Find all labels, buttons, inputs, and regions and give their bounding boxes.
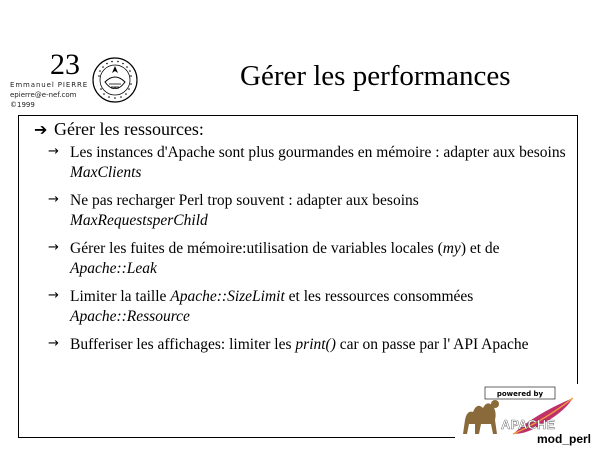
arrow-icon: → [48,336,59,351]
sub-bullet-list [48,143,578,363]
item-text: Limiter la taille [70,288,171,305]
item-text: Bufferiser les affichages: limiter les [70,336,296,353]
item-code: MaxRequestsperChild [70,212,208,229]
item-text: Ne pas recharger Perl trop souvent : adapter aux besoins [70,192,419,209]
list-item [48,239,578,279]
item-code: Apache::Leak [70,260,157,277]
seal-logo [91,56,139,104]
arrow-bullet-icon: ➔ [34,120,48,139]
mod-perl-text: mod_perl [537,432,592,446]
item-text: Gérer les fuites de mémoire:utilisation de variables locales ( [70,240,443,257]
list-item [48,143,578,183]
item-text: car on passe par l' API Apache [335,336,529,353]
copyright-text: ©1999 [10,101,35,109]
item-code: Apache::Ressource [70,308,190,325]
arrow-icon: → [48,288,59,303]
item-code: my [442,240,461,257]
item-code: print() [295,336,336,353]
author-email: epierre@e-nef.com [10,91,77,99]
item-text: ) et de [460,240,500,257]
item-text: Les instances d'Apache sont plus gourmandes en mémoire : adapter aux besoins [70,144,566,161]
powered-by-text: powered by [496,390,544,398]
slide-title: Gérer les performances [240,60,511,92]
apache-text: APACHE [501,417,555,432]
main-bullet [34,118,204,141]
item-text: et les ressources consommées [284,288,474,305]
list-item [48,287,578,327]
item-code: Apache::SizeLimit [170,288,285,305]
powered-by-apache-mod-perl-logo [455,384,592,446]
list-item [48,191,578,231]
list-item [48,335,578,355]
slide-number: 23 [50,48,80,81]
author-name: Emmanuel PIERRE [10,81,89,89]
arrow-icon: → [48,240,59,255]
main-bullet-text: Gérer les ressources: [54,119,204,139]
arrow-icon: → [48,144,59,159]
item-code: MaxClients [70,164,142,181]
arrow-icon: → [48,192,59,207]
